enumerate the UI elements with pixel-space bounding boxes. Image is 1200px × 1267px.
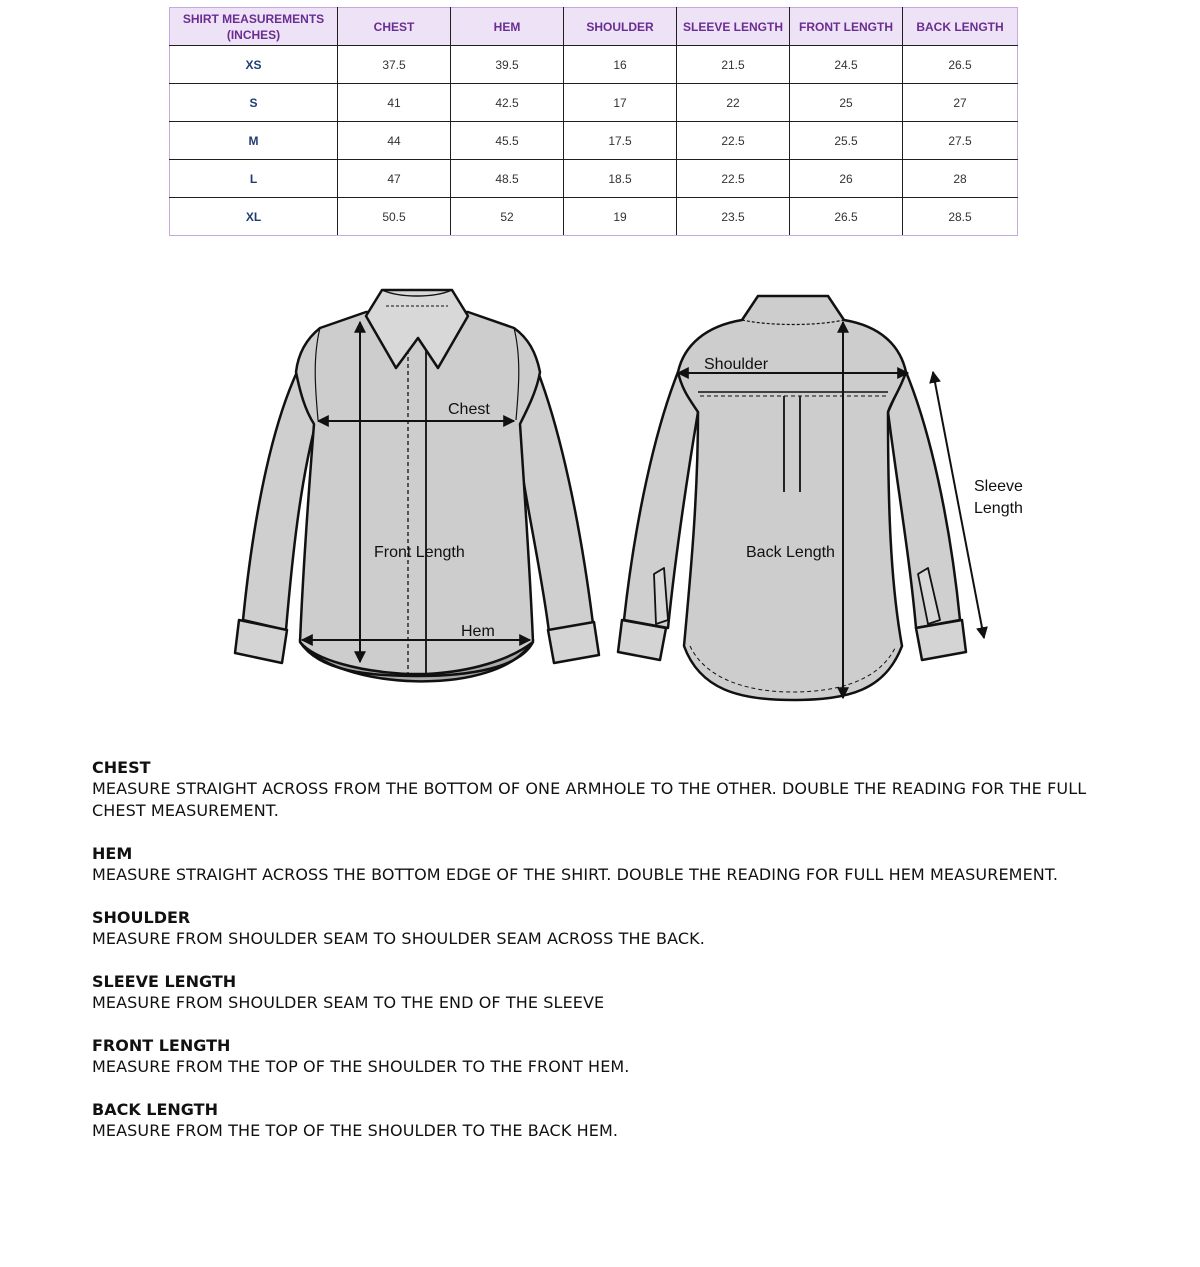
size-cell: XL	[170, 198, 338, 236]
table-row	[170, 84, 1018, 122]
table-row	[170, 122, 1018, 160]
back-cell: 28.5	[903, 198, 1018, 236]
instruction-title: SLEEVE LENGTH	[92, 972, 237, 991]
front-cell: 26.5	[790, 198, 903, 236]
header-chest: CHEST	[338, 8, 451, 46]
instruction-title: HEM	[92, 844, 133, 863]
hem-label: Hem	[461, 623, 495, 640]
sleeve-cell: 21.5	[677, 46, 790, 84]
shoulder-cell: 19	[564, 198, 677, 236]
chest-cell: 37.5	[338, 46, 451, 84]
hem-cell: 52	[451, 198, 564, 236]
shoulder-cell: 18.5	[564, 160, 677, 198]
instruction-text: MEASURE FROM SHOULDER SEAM TO SHOULDER SEAM ACROSS THE BACK.	[92, 929, 705, 948]
header-sleeve-length: SLEEVE LENGTH	[677, 8, 790, 46]
chest-cell: 41	[338, 84, 451, 122]
hem-cell: 48.5	[451, 160, 564, 198]
header-back-length: BACK LENGTH	[903, 8, 1018, 46]
size-chart-table	[169, 7, 1018, 236]
instruction-sleeve-length	[92, 971, 1102, 1014]
back-cell: 28	[903, 160, 1018, 198]
table-row	[170, 46, 1018, 84]
measurement-instructions	[92, 757, 1102, 1163]
table-row	[170, 160, 1018, 198]
chest-cell: 50.5	[338, 198, 451, 236]
table-row	[170, 198, 1018, 236]
hem-cell: 45.5	[451, 122, 564, 160]
shoulder-cell: 17	[564, 84, 677, 122]
instruction-text: MEASURE FROM SHOULDER SEAM TO THE END OF THE SLEEVE	[92, 993, 605, 1012]
table-header-row	[170, 8, 1018, 46]
hem-cell: 42.5	[451, 84, 564, 122]
back-shirt-drawing	[618, 296, 966, 700]
back-left-cuff	[618, 620, 666, 660]
instruction-title: SHOULDER	[92, 908, 191, 927]
instruction-text: MEASURE STRAIGHT ACROSS THE BOTTOM EDGE OF THE SHIRT. DOUBLE THE READING FOR FULL HEM MEASUREMENT.	[92, 865, 1059, 884]
front-shirt-drawing	[235, 290, 599, 681]
sleeve-cell: 22.5	[677, 122, 790, 160]
back-cell: 27	[903, 84, 1018, 122]
instruction-front-length	[92, 1035, 1102, 1078]
front-cell: 25.5	[790, 122, 903, 160]
back-length-label: Back Length	[746, 544, 835, 561]
shoulder-cell: 17.5	[564, 122, 677, 160]
front-body	[296, 312, 540, 674]
front-cell: 24.5	[790, 46, 903, 84]
back-cell: 26.5	[903, 46, 1018, 84]
instruction-title: BACK LENGTH	[92, 1100, 218, 1119]
instruction-text: MEASURE STRAIGHT ACROSS FROM THE BOTTOM OF ONE ARMHOLE TO THE OTHER. DOUBLE THE READING FOR THE FULL CHEST MEASUREMENT.	[92, 779, 1087, 820]
header-shoulder: SHOULDER	[564, 8, 677, 46]
sleeve-cell: 23.5	[677, 198, 790, 236]
size-cell: XS	[170, 46, 338, 84]
back-right-cuff	[916, 620, 966, 660]
header-front-length: FRONT LENGTH	[790, 8, 903, 46]
shoulder-cell: 16	[564, 46, 677, 84]
sleeve-cell: 22	[677, 84, 790, 122]
sleeve-length-label-line1: Sleeve	[974, 478, 1023, 495]
instruction-title: FRONT LENGTH	[92, 1036, 231, 1055]
chest-cell: 47	[338, 160, 451, 198]
header-hem: HEM	[451, 8, 564, 46]
instruction-chest	[92, 757, 1102, 822]
front-right-cuff	[548, 622, 599, 663]
instruction-text: MEASURE FROM THE TOP OF THE SHOULDER TO THE BACK HEM.	[92, 1121, 619, 1140]
chest-label: Chest	[448, 401, 490, 418]
sleeve-cell: 22.5	[677, 160, 790, 198]
instruction-title: CHEST	[92, 758, 151, 777]
hem-cell: 39.5	[451, 46, 564, 84]
instruction-text: MEASURE FROM THE TOP OF THE SHOULDER TO THE FRONT HEM.	[92, 1057, 630, 1076]
sleeve-length-label-line2: Length	[974, 500, 1023, 517]
back-cell: 27.5	[903, 122, 1018, 160]
header-measurements: SHIRT MEASUREMENTS (INCHES)	[170, 8, 338, 46]
chest-cell: 44	[338, 122, 451, 160]
shirt-measurement-diagram	[0, 240, 1200, 760]
front-length-label: Front Length	[374, 544, 465, 561]
size-cell: M	[170, 122, 338, 160]
instruction-hem	[92, 843, 1102, 886]
instruction-back-length	[92, 1099, 1102, 1142]
instruction-shoulder	[92, 907, 1102, 950]
size-cell: L	[170, 160, 338, 198]
shoulder-label: Shoulder	[704, 356, 769, 373]
front-cell: 25	[790, 84, 903, 122]
front-cell: 26	[790, 160, 903, 198]
size-cell: S	[170, 84, 338, 122]
